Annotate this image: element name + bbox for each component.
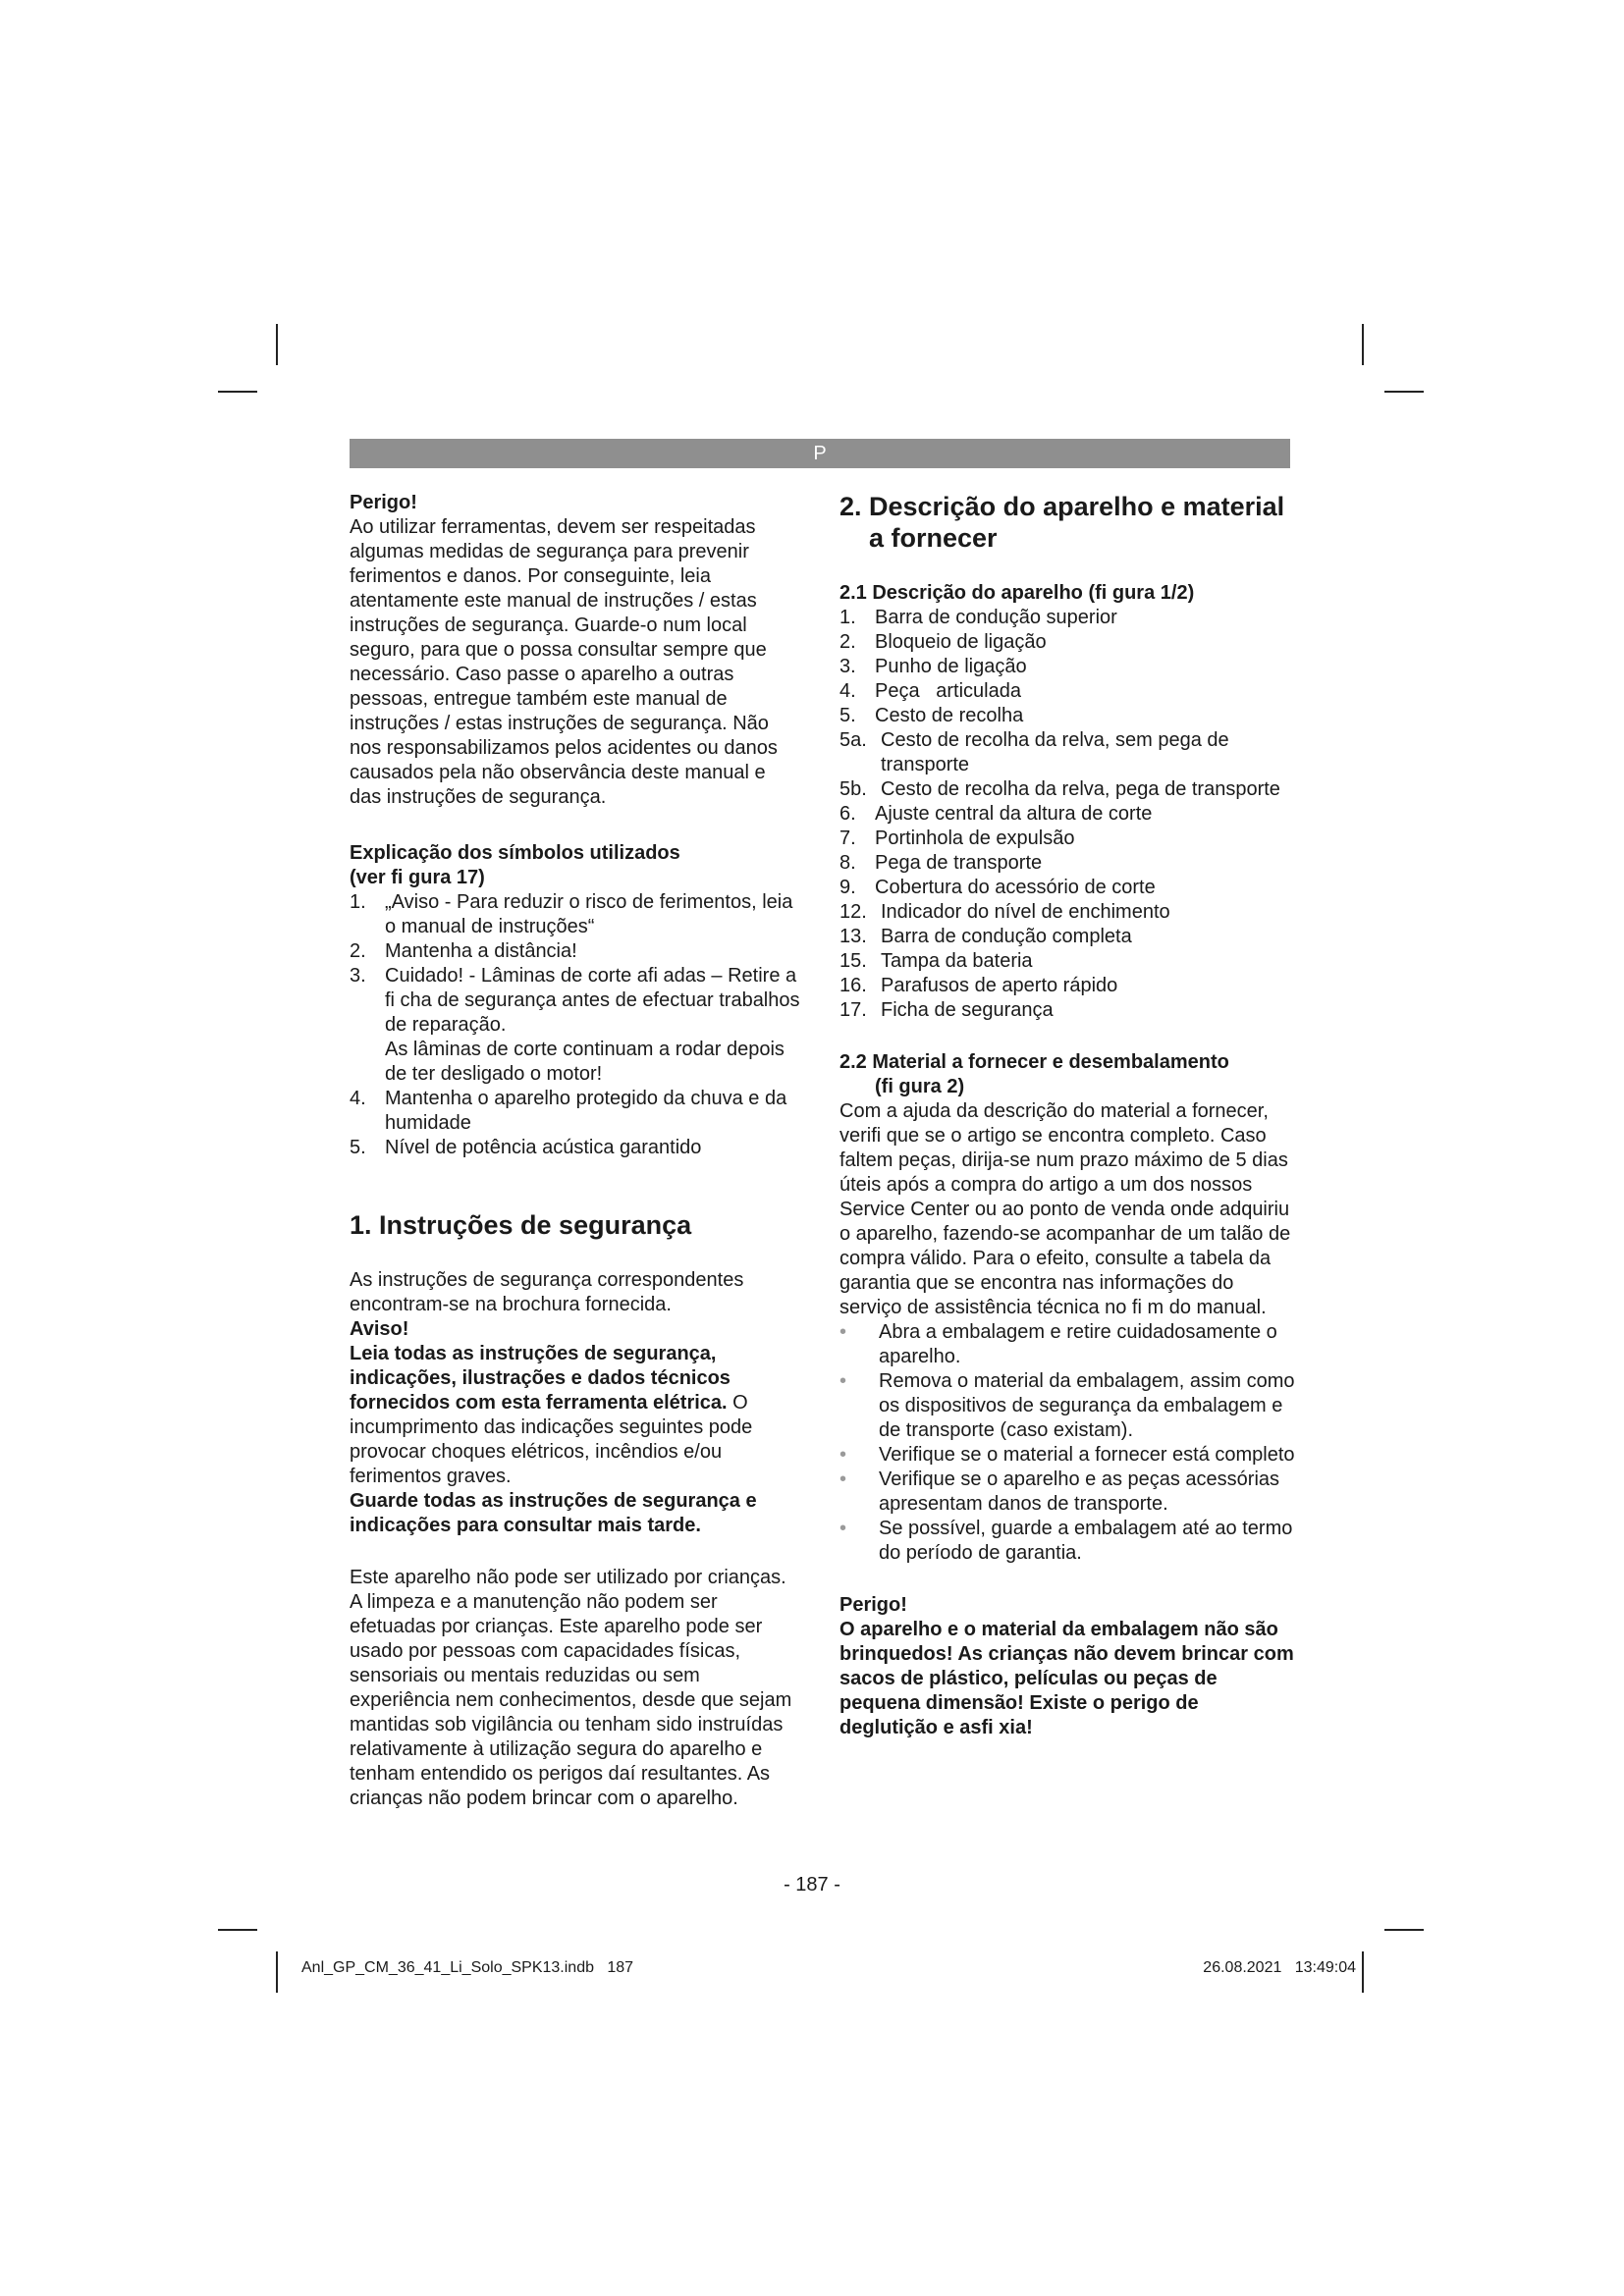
section-1-number: 1. xyxy=(350,1210,372,1240)
subsection-2-2-heading xyxy=(839,1050,1301,1099)
section-2-title-line1: Descrição do aparelho e material xyxy=(869,492,1285,521)
bullet-text: Verifique se o aparelho e as peças acessórias apresentam danos de transporte. xyxy=(879,1468,1280,1515)
bullet-item xyxy=(839,1517,1301,1566)
list-item-number: 6. xyxy=(839,803,856,825)
list-item-number: 1. xyxy=(350,891,366,913)
list-item xyxy=(839,925,1301,949)
bullet-icon: • xyxy=(839,1321,847,1343)
list-item-number: 5. xyxy=(350,1137,366,1158)
list-item-text: Pega de transporte xyxy=(875,852,1043,874)
list-item xyxy=(839,974,1301,998)
bullet-text: Abra a embalagem e retire cuidadosamente o aparelho. xyxy=(879,1321,1277,1367)
subsection-2-1-heading: 2.1 Descrição do aparelho (fi gura 1/2) xyxy=(839,582,1195,604)
file-info: Anl_GP_CM_36_41_Li_Solo_SPK13.indb 187 xyxy=(301,1959,634,1976)
list-item xyxy=(839,655,1301,679)
list-item xyxy=(839,630,1301,655)
crop-mark-top-left-vertical xyxy=(276,324,278,365)
language-header-bar xyxy=(350,439,1290,468)
list-item-text: Mantenha a distância! xyxy=(385,940,577,962)
bullet-text: Remova o material da embalagem, assim como os dispositivos de segurança da embalagem e de transporte (caso existam). xyxy=(879,1370,1295,1441)
children-usage-text: Este aparelho não pode ser utilizado por crianças. A limpeza e a manutenção não podem ser efetuadas por crianças. Este aparelho pode ser usado por pessoas com capacidades físicas, sensoriais ou mentais reduzidas ou sem experiência nem conhecimentos, desde que sejam mantidas sob vigilância ou tenham sido instruídas relativamente à utilização segura do aparelho e tenham entendido os perigos daí resultantes. As crianças não podem brincar com o aparelho. xyxy=(350,1567,792,1809)
list-item-number: 3. xyxy=(839,656,856,677)
list-item xyxy=(839,704,1301,728)
list-item-number: 2. xyxy=(350,940,366,962)
list-item xyxy=(350,1087,801,1136)
list-item xyxy=(839,900,1301,925)
list-item-text: Barra de condução superior xyxy=(875,607,1117,628)
subsection-2-2-heading-line1: 2.2 Material a fornecer e desembalamento xyxy=(839,1051,1229,1073)
list-item xyxy=(839,728,1301,777)
list-item xyxy=(350,1136,801,1160)
bullet-item xyxy=(839,1468,1301,1517)
list-item xyxy=(839,876,1301,900)
warning-title: Aviso! xyxy=(350,1318,409,1340)
list-item xyxy=(839,802,1301,827)
crop-mark-bottom-right-horizontal xyxy=(1384,1929,1424,1931)
list-item-text: Cobertura do acessório de corte xyxy=(875,877,1156,898)
list-item-text: Cesto de recolha da relva, sem pega de transporte xyxy=(881,729,1229,775)
list-item-number: 8. xyxy=(839,852,856,874)
subsection-2-2-heading-line2: (fi gura 2) xyxy=(875,1076,965,1097)
list-item xyxy=(350,964,801,1087)
list-item xyxy=(350,890,801,939)
list-item-text: Portinhola de expulsão xyxy=(875,828,1075,849)
list-item-text: Indicador do nível de enchimento xyxy=(881,901,1170,923)
list-item-text: Ficha de segurança xyxy=(881,999,1054,1021)
list-item xyxy=(839,827,1301,851)
list-item xyxy=(839,679,1301,704)
list-item-text: Cuidado! - Lâminas de corte afi adas – Retire a fi cha de segurança antes de efectuar trabalhos de reparação. xyxy=(385,965,800,1036)
section-1-heading xyxy=(350,1209,801,1241)
danger-text-2: O aparelho e o material da embalagem não são brinquedos! As crianças não devem brincar com sacos de plástico, películas ou peças de pequena dimensão! Existe o perigo de deglutição e asfi xia! xyxy=(839,1619,1294,1738)
crop-mark-bottom-left-vertical xyxy=(276,1951,278,1993)
list-item-number: 5. xyxy=(839,705,856,726)
list-item-text: Parafusos de aperto rápido xyxy=(881,975,1118,996)
bullet-item xyxy=(839,1369,1301,1443)
list-item-number: 15. xyxy=(839,950,867,972)
list-item xyxy=(839,949,1301,974)
list-item xyxy=(839,851,1301,876)
bullet-icon: • xyxy=(839,1468,847,1490)
danger-title-2: Perigo! xyxy=(839,1594,907,1616)
date-info: 26.08.2021 13:49:04 xyxy=(1203,1959,1356,1976)
list-item-number: 2. xyxy=(839,631,856,653)
warning-paragraph xyxy=(350,1342,801,1489)
list-item-number: 3. xyxy=(350,965,366,987)
list-item-text: Bloqueio de ligação xyxy=(875,631,1047,653)
bullet-text: Se possível, guarde a embalagem até ao termo do período de garantia. xyxy=(879,1518,1293,1564)
list-item xyxy=(839,998,1301,1023)
list-item xyxy=(350,939,801,964)
warning-rest-text: O incumprimento das indicações seguintes pode provocar choques elétricos, incêndios e/ou ferimentos graves. xyxy=(350,1392,753,1487)
section-2-heading xyxy=(839,491,1301,554)
list-item-number: 12. xyxy=(839,901,867,923)
section-2-title-line2: a fornecer xyxy=(869,523,998,553)
crop-mark-top-right-horizontal xyxy=(1384,391,1424,393)
symbols-list xyxy=(350,890,801,1160)
unpacking-bullet-list xyxy=(839,1320,1301,1566)
warning-bold-text: Leia todas as instruções de segurança, indicações, ilustrações e dados técnicos fornecidos com esta ferramenta elétrica. xyxy=(350,1343,731,1414)
list-item-number: 9. xyxy=(839,877,856,898)
list-item-number: 16. xyxy=(839,975,867,996)
list-item-text: Cesto de recolha xyxy=(875,705,1024,726)
crop-mark-top-right-vertical xyxy=(1362,324,1364,365)
list-item xyxy=(839,777,1301,802)
list-item-number: 7. xyxy=(839,828,856,849)
bullet-item xyxy=(839,1443,1301,1468)
list-item-text: Tampa da bateria xyxy=(881,950,1033,972)
list-item-text: „Aviso - Para reduzir o risco de ferimentos, leia o manual de instruções“ xyxy=(385,891,793,937)
danger-title: Perigo! xyxy=(350,492,417,513)
list-item-text: Peça articulada xyxy=(875,680,1021,702)
bullet-icon: • xyxy=(839,1370,847,1392)
crop-mark-top-left-horizontal xyxy=(218,391,257,393)
crop-mark-bottom-left-horizontal xyxy=(218,1929,257,1931)
section-1-title: Instruções de segurança xyxy=(379,1210,692,1240)
list-item-number: 4. xyxy=(350,1088,366,1109)
list-item-number: 5b. xyxy=(839,778,867,800)
right-column xyxy=(839,491,1301,1740)
page-number: - 187 - xyxy=(784,1874,840,1896)
symbols-heading-line2: (ver fi gura 17) xyxy=(350,867,485,888)
keep-instructions-text: Guarde todas as instruções de segurança e indicações para consultar mais tarde. xyxy=(350,1490,757,1536)
list-item-text: Barra de condução completa xyxy=(881,926,1132,947)
symbols-heading xyxy=(350,841,801,890)
danger-text: Ao utilizar ferramentas, devem ser respeitadas algumas medidas de segurança para prevenir ferimentos e danos. Por conseguinte, leia atentamente este manual de instruções / estas instruções de segurança. Guarde-o num local seguro, para que o possa consultar sempre que necessário. Caso passe o aparelho a outras pessoas, entregue também este manual de instruções / estas instruções de segurança. Não nos responsabilizamos pelos acidentes ou danos causados pela não observância deste manual e das instruções de segurança. xyxy=(350,516,778,808)
section-2-number: 2. xyxy=(839,492,862,521)
bullet-icon: • xyxy=(839,1444,847,1466)
crop-mark-bottom-right-vertical xyxy=(1362,1951,1364,1993)
list-item-text: Cesto de recolha da relva, pega de transporte xyxy=(881,778,1280,800)
list-item-text: Mantenha o aparelho protegido da chuva e da humidade xyxy=(385,1088,787,1134)
list-item-text: Ajuste central da altura de corte xyxy=(875,803,1153,825)
list-item-text: Nível de potência acústica garantido xyxy=(385,1137,702,1158)
left-column xyxy=(350,491,801,1811)
list-item-number: 5a. xyxy=(839,729,867,751)
list-item xyxy=(839,606,1301,630)
bullet-text: Verifique se o material a fornecer está completo xyxy=(879,1444,1295,1466)
list-item-number: 1. xyxy=(839,607,856,628)
symbols-heading-line1: Explicação dos símbolos utilizados xyxy=(350,842,680,864)
device-parts-list xyxy=(839,606,1301,1023)
bullet-item xyxy=(839,1320,1301,1369)
delivery-text: Com a ajuda da descrição do material a fornecer, verifi que se o artigo se encontra completo. Caso faltem peças, dirija-se num prazo máximo de 5 dias úteis após a compra do artigo a um dos nossos Service Center ou ao ponto de venda onde adquiriu o aparelho, fazendo-se acompanhar de um talão de compra válido. Para o efeito, consulte a tabela da garantia que se encontra nas informações do serviço de assistência técnica no fi m do manual. xyxy=(839,1100,1291,1318)
safety-intro-text: As instruções de segurança correspondentes encontram-se na brochura fornecida. xyxy=(350,1269,744,1315)
list-item-number: 13. xyxy=(839,926,867,947)
list-item-extra-text: As lâminas de corte continuam a rodar depois de ter desligado o motor! xyxy=(385,1039,785,1085)
list-item-text: Punho de ligação xyxy=(875,656,1027,677)
list-item-number: 17. xyxy=(839,999,867,1021)
bullet-icon: • xyxy=(839,1518,847,1539)
language-label: P xyxy=(813,443,827,464)
list-item-number: 4. xyxy=(839,680,856,702)
